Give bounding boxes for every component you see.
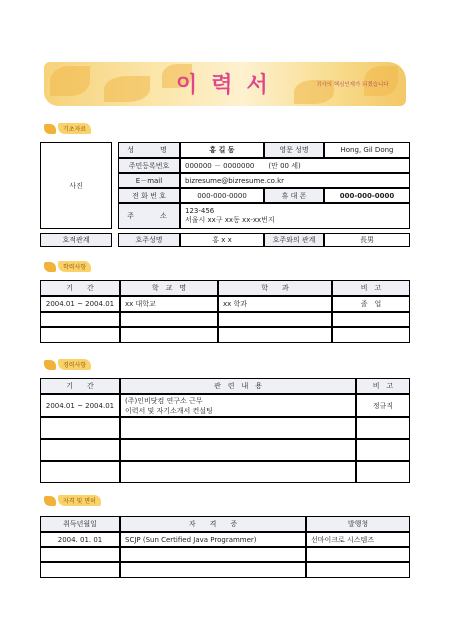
name-label: 성 명 <box>118 142 180 158</box>
career-content-line-2: 이력서 및 자기소개서 컨설팅 <box>125 406 213 415</box>
eng-name-value: Hong, Gil Dong <box>324 142 410 158</box>
edu-cell-period: 2004.01 ~ 2004.01 <box>40 296 120 312</box>
edu-empty-cell <box>218 312 332 327</box>
address-value <box>180 203 410 229</box>
relation-label: 호주와의 관계 <box>264 233 324 247</box>
license-empty-cell <box>40 562 120 578</box>
page-title: 이력서 <box>176 72 282 98</box>
section-label-basic: 기초자료 <box>44 122 91 135</box>
ssn-label: 주민등록번호 <box>118 158 180 173</box>
email-label: E－mail <box>118 173 180 188</box>
section-label-license: 자격 및 면허 <box>44 494 101 507</box>
address-line-2: 서울시 xx구 xx동 xx-xx번지 <box>185 216 275 224</box>
career-empty-cell <box>120 439 356 461</box>
edu-empty-cell <box>218 327 332 343</box>
license-cell-name: SCJP (Sun Certified Java Programmer) <box>120 532 306 547</box>
edu-cell-note: 졸 업 <box>332 296 410 312</box>
license-empty-cell <box>120 547 306 562</box>
license-cell-date: 2004. 01. 01 <box>40 532 120 547</box>
license-empty-cell <box>120 562 306 578</box>
section-label-education: 학력사항 <box>44 260 91 273</box>
bullet-icon <box>44 496 56 506</box>
edu-empty-cell <box>40 312 120 327</box>
career-header-note: 비 고 <box>356 378 410 394</box>
email-value: bizresume@bizresume.co.kr <box>180 173 410 188</box>
career-empty-cell <box>356 417 410 439</box>
career-empty-cell <box>40 439 120 461</box>
license-cell-issuer: 선마이크로 시스템즈 <box>306 532 410 547</box>
address-label: 주 소 <box>118 203 180 229</box>
license-empty-cell <box>306 562 410 578</box>
bullet-icon <box>44 262 56 272</box>
career-content-line-1: (주)인비닷컴 연구소 근무 <box>125 396 203 405</box>
edu-empty-cell <box>40 327 120 343</box>
edu-empty-cell <box>332 327 410 343</box>
license-empty-cell <box>306 547 410 562</box>
career-header-content: 관 련 내 용 <box>120 378 356 394</box>
career-cell-content <box>120 394 356 417</box>
career-empty-cell <box>356 439 410 461</box>
license-header-issuer: 발행청 <box>306 516 410 532</box>
name-value: 홍 길 동 <box>180 142 264 158</box>
edu-cell-school: xx 대학교 <box>120 296 218 312</box>
phone-value: 000-000-0000 <box>180 188 264 203</box>
head-label: 호주성명 <box>118 233 180 247</box>
head-value: 홍 x x <box>180 233 264 247</box>
mobile-value: 000-000-0000 <box>324 188 410 203</box>
license-header-date: 취득년월일 <box>40 516 120 532</box>
edu-empty-cell <box>332 312 410 327</box>
family-label: 호적관계 <box>40 233 112 247</box>
eng-name-label: 영문 성명 <box>264 142 324 158</box>
phone-label: 전 화 번 호 <box>118 188 180 203</box>
bullet-icon <box>44 124 56 134</box>
relation-value: 長男 <box>324 233 410 247</box>
license-header-name: 자 격 증 <box>120 516 306 532</box>
ssn-value: 000000 － 0000000 (만 00 세) <box>180 158 410 173</box>
edu-header-major: 학 과 <box>218 280 332 296</box>
license-empty-cell <box>40 547 120 562</box>
career-cell-note: 정규직 <box>356 394 410 417</box>
edu-header-period: 기 간 <box>40 280 120 296</box>
career-empty-cell <box>40 417 120 439</box>
edu-empty-cell <box>120 327 218 343</box>
page-subtitle: 귀사의 핵심인재가 되겠습니다 <box>316 82 389 88</box>
photo-box: 사진 <box>40 142 112 229</box>
section-label-career: 경력사항 <box>44 358 91 371</box>
career-empty-cell <box>40 461 120 483</box>
edu-cell-major: xx 학과 <box>218 296 332 312</box>
address-line-1: 123-456 <box>185 207 215 215</box>
edu-header-note: 비 고 <box>332 280 410 296</box>
mobile-label: 휴 대 폰 <box>264 188 324 203</box>
career-cell-period: 2004.01 ~ 2004.01 <box>40 394 120 417</box>
career-empty-cell <box>120 461 356 483</box>
bullet-icon <box>44 360 56 370</box>
edu-empty-cell <box>120 312 218 327</box>
career-header-period: 기 간 <box>40 378 120 394</box>
edu-header-school: 학 교 명 <box>120 280 218 296</box>
career-empty-cell <box>120 417 356 439</box>
career-empty-cell <box>356 461 410 483</box>
